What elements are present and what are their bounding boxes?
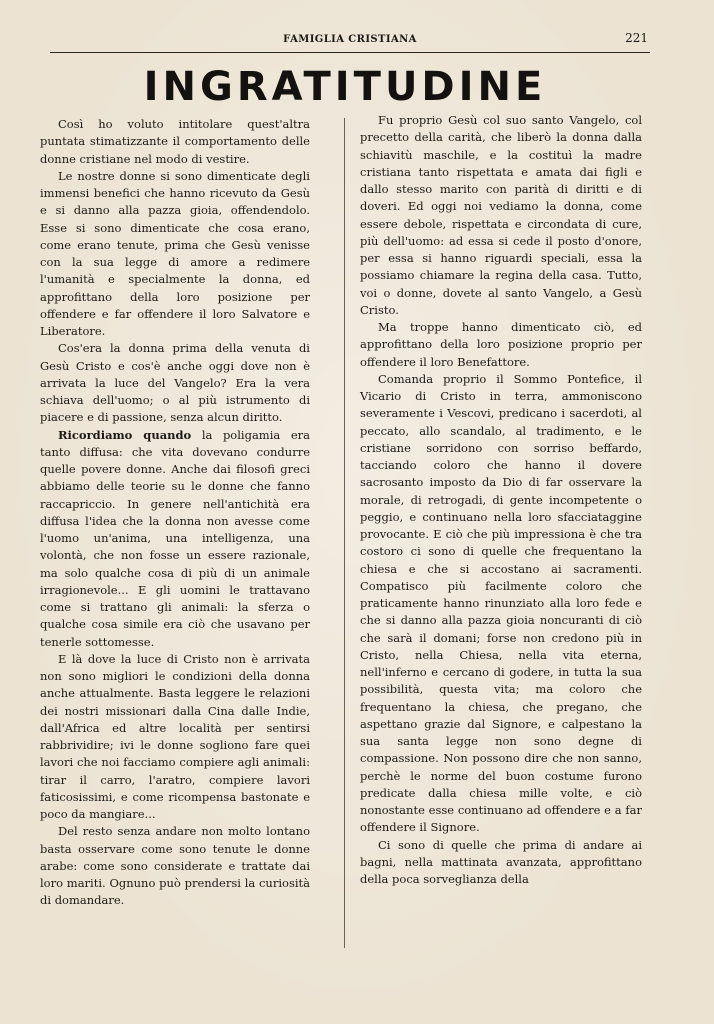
paragraph-lead: Ricordiamo quando (58, 427, 192, 442)
page-number: 221 (625, 31, 648, 45)
paragraph: Le nostre donne si sono dimenticate degli immensi benefici che hanno ricevuto da Gesù e si danno alla pazza gioia, offendendolo. Esse si sono dimenticate che cosa erano, come erano tenute, prima che Gesù venisse con la sua legge di amore a redimere l'umanità e specialmente la donna, ed approfittano della loro posizione per offendere e far offendere il loro Salvatore e Liberatore. (40, 168, 310, 338)
article-title: INGRATITUDINE (143, 64, 547, 110)
paragraph (40, 427, 310, 651)
paragraph: Fu proprio Gesù col suo santo Vangelo, col precetto della carità, che liberò la donna dalla schiavitù maschile, e la costituì la madre cristiana tanto rispettata e amata dai figli e dallo stesso marito con parità di diritti e di doveri. Ed oggi noi vediamo la donna, come essere debole, rispettata e circondata di cure, più dell'uomo: ad essa si cede il posto d'onore, per essa si hanno riguardi speciali, essa la possiamo chiamare la regina della casa. Tutto, voi o donne, dovete al santo Vangelo, a Gesù Cristo. (360, 113, 642, 317)
paragraph: Così ho voluto intitolare quest'altra puntata stimatizzante il comportamento delle donne cristiane nel modo di vestire. (40, 117, 310, 166)
magazine-title: FAMIGLIA CRISTIANA (283, 34, 417, 45)
paragraph: Cos'era la donna prima della venuta di Gesù Cristo e cos'è anche oggi dove non è arrivata la luce del Vangelo? Era la vera schiava dell'uomo; o al più istrumento di piacere e di passione, senza alcun diritto. (40, 341, 310, 425)
paragraph: Del resto senza andare non molto lontano basta osservare come sono tenute le donne arabe: come sono considerate e trattate dai loro mariti. Ognuno può prendersi la curiosità di domandare. (40, 824, 310, 908)
paragraph: E là dove la luce di Cristo non è arrivata non sono migliori le condizioni della donna anche attualmente. Basta leggere le relazioni dei nostri missionari dalla Cina dalle Indie, dall'Africa ed altre località per sentirsi rabbrividire; ivi le donne sogliono fare quei lavori che noi facciamo compiere agli animali: tirar il carro, l'aratro, compiere lavori faticosissimi, e come ricompensa bastonate e poco da mangiare... (40, 651, 310, 821)
right-column (360, 112, 642, 888)
paragraph-body: la poligamia era tanto diffusa: che vita dovevano condurre quelle povere donne. Anche dai filosofi greci abbiamo delle teorie su le donne che fanno raccapriccio. In genere nell'antichità era diffusa l'idea che la donna non avesse come l'uomo un'anima, una intelligenza, una volontà, che non fosse un essere razionale, ma solo qualche cosa di più di un animale irragionevole... E gli uomini le trattavano come si trattano gli animali: la sferza o qualche cosa simile era ciò che usavano per tenerle sottomesse. (40, 427, 310, 649)
paragraph: Ci sono di quelle che prima di andare ai bagni, nella mattinata avanzata, approfittano della poca sorveglianza della (360, 837, 642, 886)
column-divider (344, 118, 345, 948)
paragraph: Ma troppe hanno dimenticato ciò, ed approfittano della loro posizione proprio per offendere il loro Benefattore. (360, 320, 642, 369)
running-head (50, 30, 650, 53)
paragraph: Comanda proprio il Sommo Pontefice, il Vicario di Cristo in terra, ammoniscono severamente i Vescovi, predicano i sacerdoti, al peccato, allo scandalo, al tradimento, e le cristiane sorridono con sorriso beffardo, tacciando coloro che hanno il dovere sacrosanto imposto da Dio di far osservare la morale, di retrogadi, di gente incompetente o peggio, e continuano nella loro sfacciataggine provocante. E ciò che più impressiona è che tra costoro ci sono di quelle che frequentano la chiesa e che si accostano ai sacramenti. Compatisco più facilmente coloro che praticamente hanno rinunziato alla loro fede e che si danno alla pazza gioia noncuranti di ciò che sarà il domani; forse non credono più in Cristo, nella Chiesa, nella vita eterna, nell'inferno e cercano di godere, in tutta la sua possibilità, questa vita; ma coloro che frequentano la chiesa, che pregano, che aspettano grazie dal Signore, e calpestano la sua santa legge non sono degne di compassione. Non possono dire che non sanno, perchè le norme del buon costume furono predicate dalla chiesa mille volte, e ciò nonostante esse continuano ad offendere e a far offendere il Signore. (360, 371, 642, 835)
left-column (40, 116, 310, 910)
